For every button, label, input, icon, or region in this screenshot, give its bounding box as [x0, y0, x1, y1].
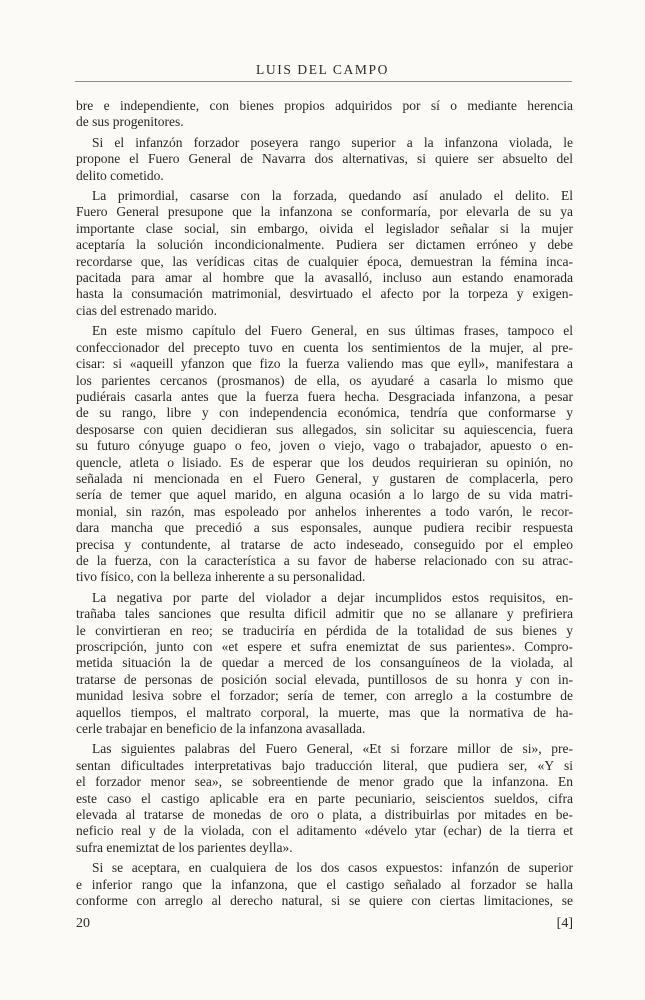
text-line: propone el Fuero General de Navarra dos alternativas, si quiere ser absuelto del	[76, 151, 573, 167]
paragraph	[76, 741, 573, 856]
text-line: La negativa por parte del violador a dejar incumplidos estos requisitos, en-	[92, 589, 573, 605]
text-line: sería de temer que aquel marido, en alguna ocasión a lo largo de su vida matri-	[76, 487, 573, 503]
text-line: los parientes cercanos (prosmanos) de ella, os ayudaré a casarla lo mismo que	[76, 372, 573, 388]
text-line: su futuro cónyuge guapo o feo, joven o viejo, vago o trabajador, apuesto o en-	[76, 438, 573, 454]
text-line: e inferior rango que la infanzona, que el castigo señalado al forzador se halla	[76, 876, 573, 892]
text-line: de su rango, libre y con independencia económica, tendría que conformarse y	[76, 405, 573, 421]
text-line: tivo físico, con la belleza inherente a su personalidad.	[76, 569, 366, 585]
paragraph	[76, 188, 573, 319]
text-line: delito cometido.	[76, 167, 164, 183]
text-line: neficio real y de la violada, con el aditamento «dévelo ytar (echar) de la tierra et	[76, 823, 573, 839]
text-line: aquellos tiempos, el maltrato corporal, la muerte, mas que la normativa de ha-	[76, 704, 573, 720]
text-line: sufra enemiztat de los parientes deylla».	[76, 839, 293, 855]
text-line: le convirtieran en reo; se traduciría en pérdida de la totalidad de sus bienes y	[76, 622, 573, 638]
text-line: tratarse de personas de posición social elevada, puntillosos de su honra y con in-	[76, 671, 573, 687]
text-line: cias del estrenado marido.	[76, 302, 217, 318]
header-rule	[75, 81, 572, 82]
text-line: recordarse que, las verídicas citas de cualquier época, demuestran la fémina inca-	[76, 253, 573, 269]
text-line: importante clase social, sin embargo, oivida el legislador señalar si la mujer	[76, 220, 573, 236]
reference-number: [4]	[556, 916, 573, 931]
page-footer	[76, 916, 573, 932]
text-line: desposarse con quien decidieran sus allegados, sin solicitar su aquiescencia, fuera	[76, 421, 573, 437]
text-line: pudiérais casarla antes que la fuerza fuera hecha. Desgraciada infanzona, a pesar	[76, 388, 573, 404]
text-line: cerle trabajar en beneficio de la infanzona avasallada.	[76, 721, 366, 737]
text-line: sentan dificultades interpretativas bajo traducción literal, que pudiera ser, «Y si	[76, 757, 573, 773]
text-line: precisa y contundente, al tratarse de acto indeseado, conseguido por el empleo	[76, 536, 573, 552]
text-line: quencle, atleta o lisiado. Es de esperar que los deudos requirieran su opinión, no	[76, 454, 573, 470]
text-line: señalada ni mencionada en el Fuero General, y gustaren de complacerla, pero	[76, 470, 573, 486]
text-line: el forzador menor sea», se sobreentiende de menor grado que la infanzona. En	[76, 774, 573, 790]
text-line: dara mancha que precedió a sus esponsales, aunque pudiera recibir respuesta	[76, 520, 573, 536]
text-line: de la fuerza, con la característica a su favor de haberse relacionado con su atrac-	[76, 552, 573, 568]
text-line: monial, sin razón, mas espoleado por anhelos inherentes a todo varón, le recor-	[76, 503, 573, 519]
text-line: metida situación la de quedar a merced de los consanguíneos de la violada, al	[76, 655, 573, 671]
text-line: este caso el castigo aplicable era en parte pecuniario, seiscientos sueldos, cifra	[76, 790, 573, 806]
paragraph	[76, 98, 573, 131]
paragraph	[76, 590, 573, 738]
text-line: elevada al tratarse de monedas de oro o plata, a distribuirlas por mitades en be-	[76, 807, 573, 823]
text-line: bre e independiente, con bienes propios adquiridos por sí o mediante herencia	[76, 98, 573, 113]
text-line: hasta la consumación matrimonial, desvirtuado el afecto por la torpeza y exigen-	[76, 286, 573, 302]
text-line: Si el infanzón forzador poseyera rango superior a la infanzona violada, le	[92, 134, 573, 150]
body-text	[76, 98, 573, 910]
text-line: proscripción, junto con «et espere et sufra enemiztat de sus parientes». Compro-	[76, 639, 573, 654]
text-line: Las siguientes palabras del Fuero General, «Et si forzare millor de si», pre-	[92, 741, 573, 757]
text-line: La primordial, casarse con la forzada, quedando así anulado el delito. El	[92, 188, 573, 204]
text-line: munidad lesiva sobre el forzador; sería de temer, con arreglo a la costumbre de	[76, 688, 573, 704]
text-line: En este mismo capítulo del Fuero General, en sus últimas frases, tampoco el	[92, 323, 573, 339]
text-line: confeccionador del precepto tuvo en cuenta los sentimientos de la mujer, al pre-	[76, 339, 573, 355]
text-line: cisar: si «aqueill yfanzon que fizo la fuerza valiendo mas que eyll», manifestara a	[76, 356, 573, 372]
page-number: 20	[76, 916, 90, 931]
text-line: Si se aceptara, en cualquiera de los dos casos expuestos: infanzón de superior	[92, 860, 573, 876]
paragraph	[76, 860, 573, 909]
paragraph	[76, 135, 573, 184]
running-header-title: LUIS DEL CAMPO	[256, 62, 389, 77]
paragraph	[76, 323, 573, 586]
text-line: pacitada para amar al hombre que la avasalló, incluso aun estando enamorada	[76, 270, 573, 286]
text-line: trañaba tales sanciones que resulta dificil admitir que no se allanare y prefiriera	[76, 606, 573, 622]
text-line: Fuero General presupone que la infanzona se conformaría, por elevarla de su ya	[76, 204, 573, 220]
text-line: aceptaría la solución incondicionalmente. Pudiera ser dictamen erróneo y debe	[76, 237, 573, 253]
text-line: conforme con arreglo al derecho natural, si se quiere con ciertas limitaciones, se	[76, 893, 573, 909]
text-line: de sus progenitores.	[76, 114, 184, 130]
